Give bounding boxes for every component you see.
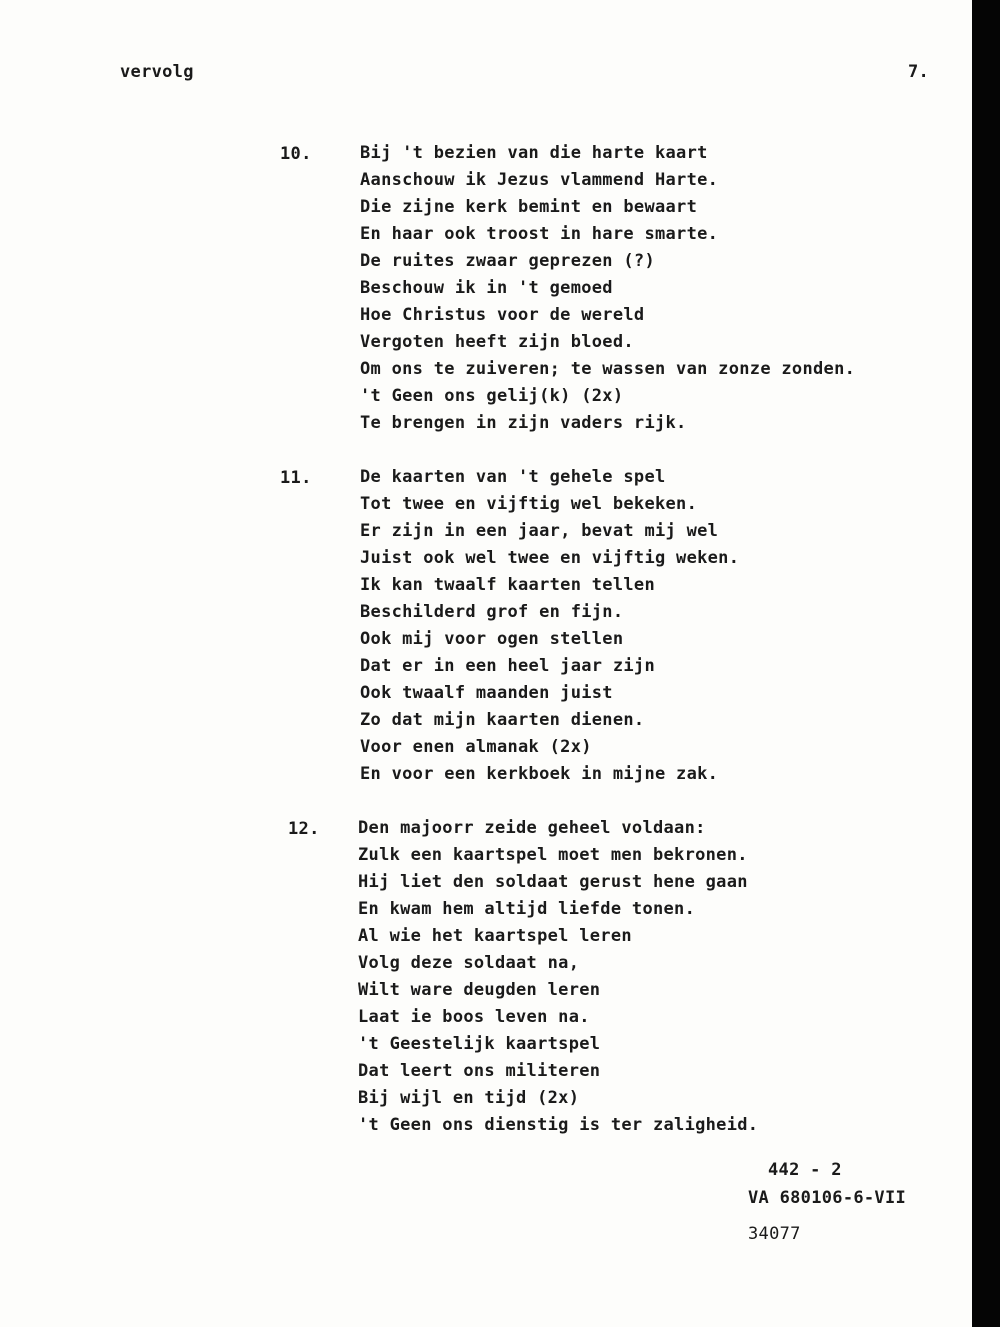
verse-line: Ik kan twaalf kaarten tellen — [360, 575, 655, 595]
verse-line: De kaarten van 't gehele spel — [360, 467, 666, 487]
verse-line: Om ons te zuiveren; te wassen van zonze zonden. — [360, 359, 856, 379]
verse-line: Hoe Christus voor de wereld — [360, 305, 645, 325]
verse-line: Te brengen in zijn vaders rijk. — [360, 413, 687, 433]
stanza-number: 11. — [280, 468, 312, 488]
verse-line: En kwam hem altijd liefde tonen. — [358, 899, 696, 919]
verse-line: Dat leert ons militeren — [358, 1061, 601, 1081]
verse-line: Bij wijl en tijd (2x) — [358, 1088, 580, 1108]
verse-line: Juist ook wel twee en vijftig weken. — [360, 548, 740, 568]
scan-edge — [972, 0, 1000, 1327]
verse-line: Tot twee en vijftig wel bekeken. — [360, 494, 698, 514]
verse-line: De ruites zwaar geprezen (?) — [360, 251, 655, 271]
verse-line: Vergoten heeft zijn bloed. — [360, 332, 634, 352]
verse-line: Er zijn in een jaar, bevat mij wel — [360, 521, 719, 541]
verse-line: Den majoorr zeide geheel voldaan: — [358, 818, 706, 838]
verse-line: Wilt ware deugden leren — [358, 980, 601, 1000]
verse-line: Aanschouw ik Jezus vlammend Harte. — [360, 170, 719, 190]
stanza-lines — [360, 464, 739, 788]
verse-line: En voor een kerkboek in mijne zak. — [360, 764, 719, 784]
verse-line: Laat ie boos leven na. — [358, 1007, 590, 1027]
verse-line: Die zijne kerk bemint en bewaart — [360, 197, 698, 217]
verse-line: Zo dat mijn kaarten dienen. — [360, 710, 645, 730]
verse-line: Voor enen almanak (2x) — [360, 737, 592, 757]
stanza-number: 12. — [288, 819, 320, 839]
verse-line: Beschouw ik in 't gemoed — [360, 278, 613, 298]
verse-line: Volg deze soldaat na, — [358, 953, 580, 973]
stanza-lines — [358, 815, 758, 1139]
verse-line: 't Geen ons dienstig is ter zaligheid. — [358, 1115, 759, 1135]
page-number: 7. — [908, 62, 930, 82]
stanza-lines — [360, 140, 855, 437]
verse-line: Dat er in een heel jaar zijn — [360, 656, 655, 676]
verse-line: Al wie het kaartspel leren — [358, 926, 632, 946]
stanza-number: 10. — [280, 144, 312, 164]
verse-line: Ook twaalf maanden juist — [360, 683, 613, 703]
archive-code-2: VA 680106-6-VII — [748, 1188, 907, 1208]
verse-line: 't Geen ons gelij(k) (2x) — [360, 386, 624, 406]
verse-line: Beschilderd grof en fijn. — [360, 602, 624, 622]
archive-code-1: 442 - 2 — [768, 1160, 842, 1180]
verse-line: 't Geestelijk kaartspel — [358, 1034, 601, 1054]
header-continuation-label: vervolg — [120, 62, 194, 82]
archive-code-3: 34077 — [748, 1224, 801, 1244]
verse-line: Ook mij voor ogen stellen — [360, 629, 624, 649]
verse-line: Bij 't bezien van die harte kaart — [360, 143, 708, 163]
verse-line: En haar ook troost in hare smarte. — [360, 224, 719, 244]
verse-line: Zulk een kaartspel moet men bekronen. — [358, 845, 748, 865]
verse-line: Hij liet den soldaat gerust hene gaan — [358, 872, 748, 892]
